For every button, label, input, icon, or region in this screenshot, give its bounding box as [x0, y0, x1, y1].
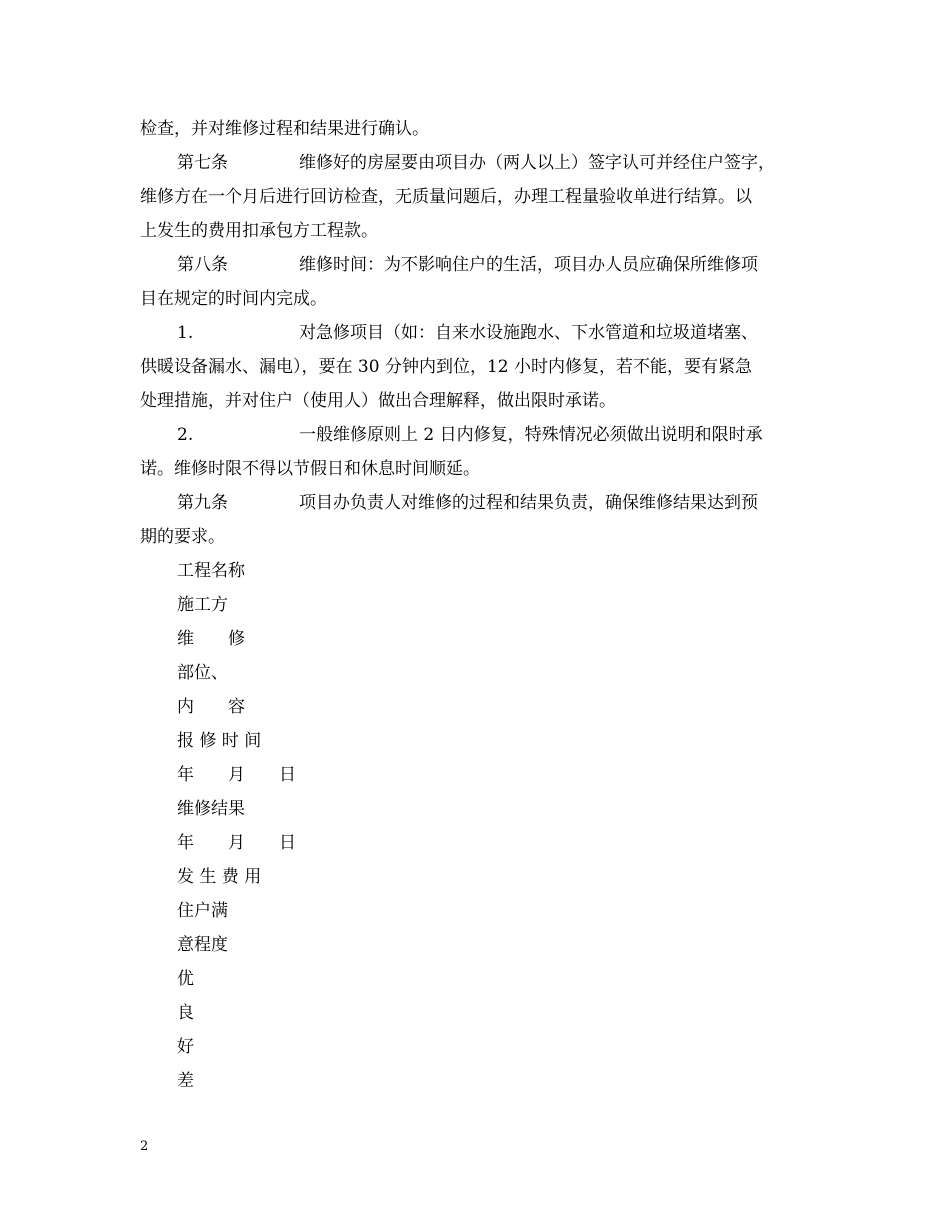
article-9-line-2 [140, 525, 225, 549]
clause-text: 一般维修原则上 2 日内修复，特殊情况必须做出说明和限时承 [299, 425, 763, 445]
article-text: 维修时间：为不影响住户的生活，项目办人员应确保所维修项 [299, 255, 758, 275]
paragraph-text: 期的要求。 [140, 527, 225, 547]
paragraph-text: 目在规定的时间内完成。 [140, 289, 327, 309]
page-number: 2 [140, 1139, 149, 1154]
clause-2-line-2 [140, 457, 480, 481]
form-item-date-1: 年 月 日 [177, 765, 296, 785]
paragraph-text: 处理措施，并对住户（使用人）做出合理解释，做出限时承诺。 [140, 391, 616, 411]
form-item-repair: 维 修 [177, 629, 245, 649]
rating-poor: 差 [177, 1071, 194, 1091]
form-item-date-2: 年 月 日 [177, 833, 296, 853]
paragraph-text: 诺。维修时限不得以节假日和休息时间顺延。 [140, 459, 480, 479]
clause-1-line-3 [140, 389, 616, 413]
clause-1 [177, 321, 758, 345]
paragraph-text: 检查，并对维修过程和结果进行确认。 [140, 119, 429, 139]
form-item-satisfaction-1: 住户满 [177, 901, 228, 921]
rating-fair: 好 [177, 1037, 194, 1057]
clause-1-line-2 [140, 355, 752, 379]
article-text: 项目办负责人对维修的过程和结果负责，确保维修结果达到预 [299, 493, 758, 513]
paragraph-text: 供暖设备漏水、漏电），要在 30 分钟内到位，12 小时内修复，若不能，要有紧急 [140, 357, 752, 377]
article-label: 第九条 [177, 493, 228, 513]
article-text: 维修好的房屋要由项目办（两人以上）签字认可并经住户签字， [299, 153, 775, 173]
paragraph-continuation [140, 117, 429, 141]
article-9 [177, 491, 758, 515]
article-label: 第七条 [177, 153, 228, 173]
form-item-satisfaction-2: 意程度 [177, 935, 228, 955]
clause-text: 对急修项目（如：自来水设施跑水、下水管道和垃圾道堵塞、 [299, 323, 758, 343]
clause-number: 2. [177, 425, 194, 445]
form-item-content: 内 容 [177, 697, 245, 717]
article-7 [177, 151, 775, 175]
rating-excellent: 优 [177, 969, 194, 989]
paragraph-text: 维修方在一个月后进行回访检查，无质量问题后，办理工程量验收单进行结算。以 [140, 187, 752, 207]
form-item-contractor: 施工方 [177, 595, 228, 615]
form-item-cost: 发 生 费 用 [177, 867, 262, 887]
form-item-location: 部位、 [177, 663, 228, 683]
rating-good: 良 [177, 1003, 194, 1023]
article-7-line-3 [140, 219, 378, 243]
article-7-line-2 [140, 185, 752, 209]
form-item-project-name: 工程名称 [177, 561, 245, 581]
article-8 [177, 253, 758, 277]
clause-number: 1. [177, 323, 194, 343]
paragraph-text: 上发生的费用扣承包方工程款。 [140, 221, 378, 241]
form-item-repair-result: 维修结果 [177, 799, 245, 819]
form-item-report-time: 报 修 时 间 [177, 731, 262, 751]
article-label: 第八条 [177, 255, 228, 275]
article-8-line-2 [140, 287, 327, 311]
clause-2 [177, 423, 763, 447]
